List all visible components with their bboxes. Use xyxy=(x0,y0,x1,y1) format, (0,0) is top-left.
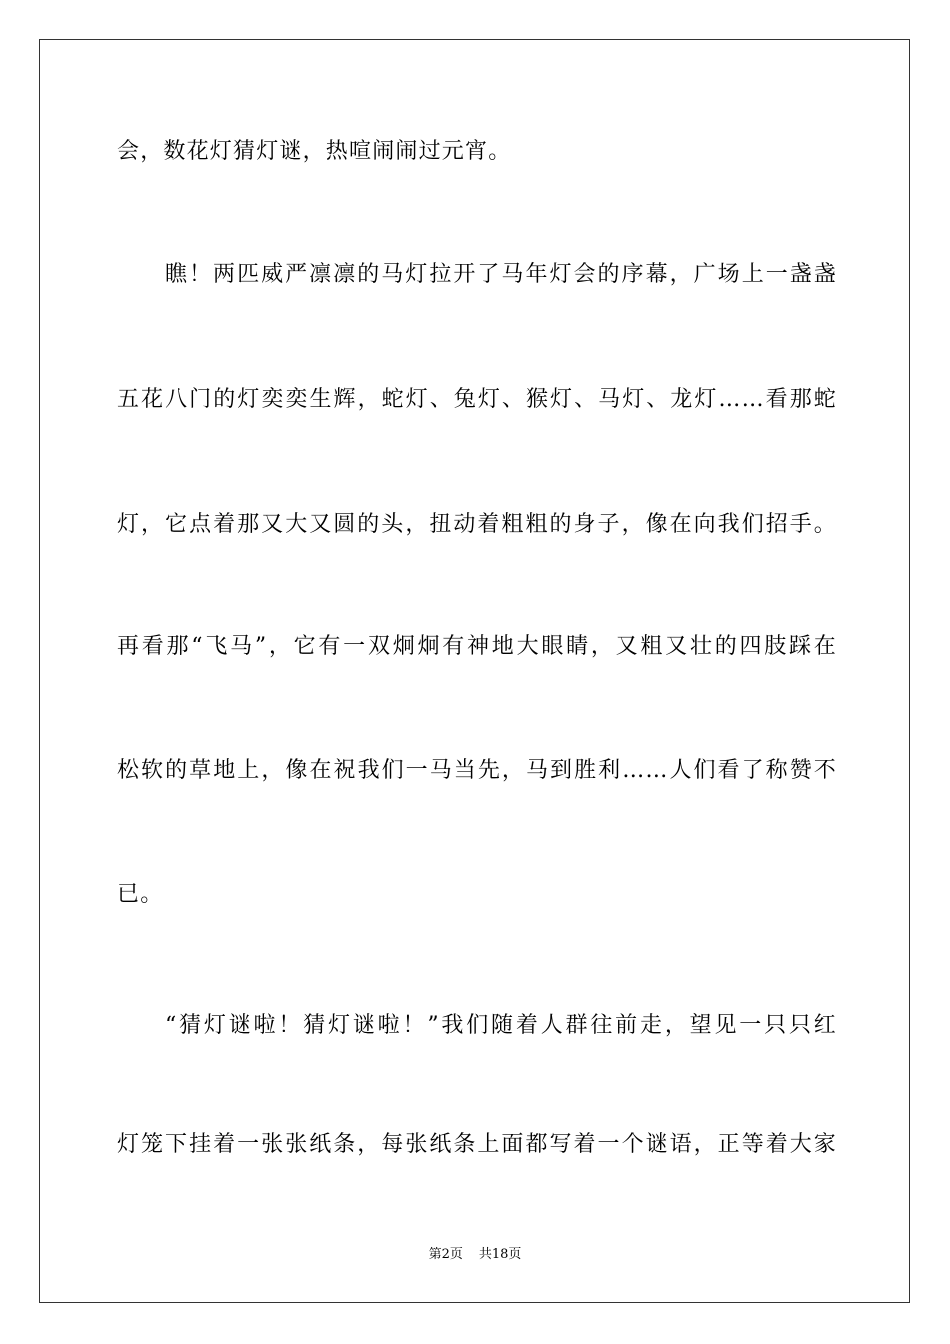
text-line-5: 再看那“飞马”，它有一双炯炯有神地大眼睛，又粗又壮的四肢踩在 xyxy=(117,634,837,659)
page-number: 第2页 xyxy=(428,1247,463,1262)
text-line-6: 松软的草地上，像在祝我们一马当先，马到胜利……人们看了称赞不 xyxy=(117,758,837,783)
text-line-2: 瞧！两匹威严凛凛的马灯拉开了马年灯会的序幕，广场上一盏盏 xyxy=(165,262,837,287)
page-frame xyxy=(39,39,910,1303)
page-total: 共18页 xyxy=(478,1247,522,1262)
text-line-1: 会，数花灯猜灯谜，热喧闹闹过元宵。 xyxy=(117,139,512,164)
text-line-9: 灯笼下挂着一张张纸条，每张纸条上面都写着一个谜语，正等着大家 xyxy=(117,1132,837,1157)
text-line-7: 已。 xyxy=(117,882,164,907)
page-footer xyxy=(0,1246,950,1264)
text-line-8: “猜灯谜啦！猜灯谜啦！”我们随着人群往前走，望见一只只红 xyxy=(165,1013,837,1038)
text-line-4: 灯，它点着那又大又圆的头，扭动着粗粗的身子，像在向我们招手。 xyxy=(117,512,837,537)
text-line-3: 五花八门的灯奕奕生辉，蛇灯、兔灯、猴灯、马灯、龙灯……看那蛇 xyxy=(117,387,837,412)
